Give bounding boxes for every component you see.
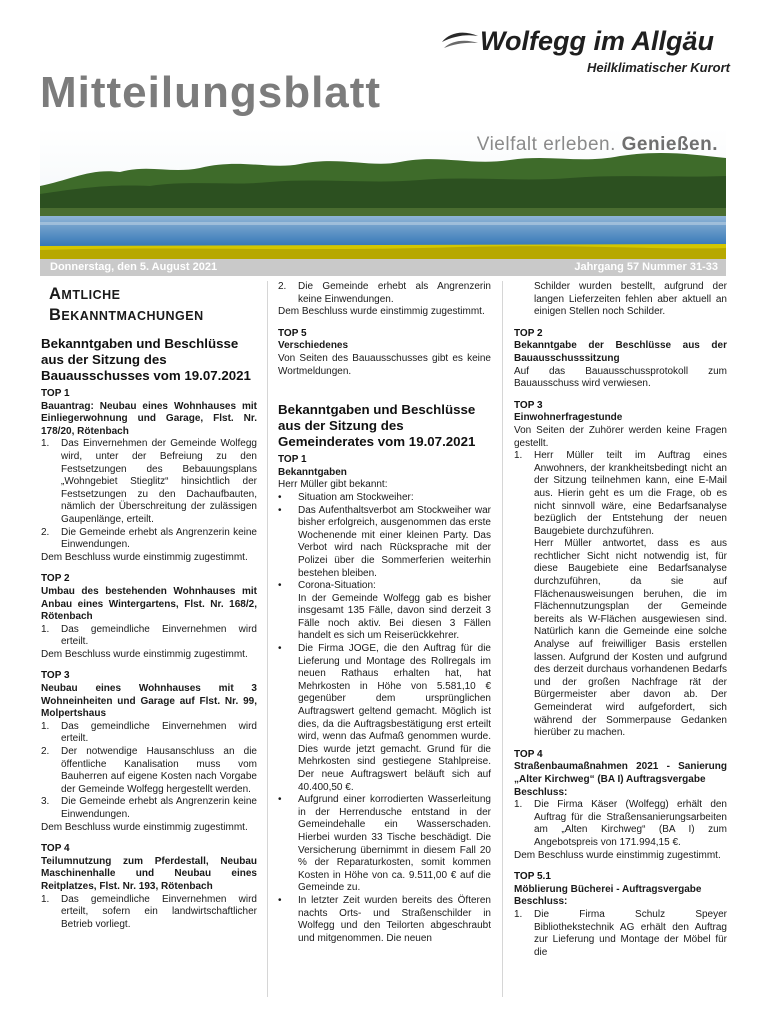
agenda-title: Möblierung Bücherei - Auftragsvergabe bbox=[514, 883, 702, 895]
list-item: 3. Die Gemeinde erhebt als Angrenzerin keine Einwendungen. bbox=[41, 796, 257, 820]
agenda-label: TOP 2 bbox=[514, 327, 543, 339]
numbered-list bbox=[41, 438, 257, 551]
list-item-text: Das gemeindliche Einvernehmen wird erteilt, sofern ein landwirtschaftlicher Betrieb vorliegt. bbox=[61, 893, 257, 930]
result-text: Dem Beschluss wurde einstimmig zugestimmt. bbox=[278, 306, 485, 318]
list-item-text: Der notwendige Hausanschluss an die öffentliche Kanalisation muss vom Bauherren auf eigene Kosten nach Vorgabe der Gemeinde Wolfegg hergestellt werden. bbox=[61, 746, 257, 795]
agenda-title: Einwohnerfragestunde bbox=[514, 412, 623, 424]
list-item-text: Situation am Stockweiher: bbox=[298, 491, 414, 503]
agenda-label: TOP 5 bbox=[278, 327, 307, 339]
list-item: 1. Das gemeindliche Einvernehmen wird erteilt. bbox=[41, 720, 257, 745]
issue-date: Donnerstag, den 5. August 2021 bbox=[50, 261, 218, 273]
result-text: Dem Beschluss wurde einstimmig zugestimmt. bbox=[41, 821, 248, 833]
agenda-label: TOP 3 bbox=[41, 670, 70, 682]
agenda-title: Bauantrag: Neubau eines Wohnhauses mit Einliegerwohnung und Garage, Flst. Nr. 178/20, Rötenbach bbox=[41, 400, 257, 437]
agenda-title: Straßenbaumaßnahmen 2021 - Sanierung „Alter Kirchweg“ (BA I) Auftragsvergabe bbox=[514, 761, 727, 785]
agenda-label: TOP 4 bbox=[41, 843, 70, 855]
list-item-text: Herr Müller teilt im Auftrag eines Anwohners, der krankheitsbedingt nicht an der Sitzung teilnehmen kann, eine E-Mail aus. Hierin geht es um die Frage, ob es nicht sinnvoll wäre, eine Bedarfsanalyse bezüglich der Entstehung der neuen Baugebiete durchzuführen. bbox=[534, 450, 727, 537]
list-item-text: Die Gemeinde erhebt als Angrenzerin keine Einwendungen. bbox=[61, 526, 257, 551]
list-item: 1. Das Einvernehmen der Gemeinde Wolfegg wird, unter der Befreiung zu den Festsetzungen des Bebauungsplans „Wohngebiet Stieglitz“ hinsichtlich der Festsetzungen zu den Dachaufbauten, nämlich der Überschreitung der zulässigen Gaupenlänge, erteilt. bbox=[41, 438, 257, 525]
section-title bbox=[49, 284, 257, 326]
column-3 bbox=[514, 281, 727, 959]
slogan-part-a: Vielfalt erleben. bbox=[476, 134, 616, 155]
beschluss-label: Beschluss: bbox=[514, 786, 568, 798]
numbered-list bbox=[41, 721, 257, 822]
column-divider bbox=[267, 281, 268, 997]
agenda-title: Bekanntgabe der Beschlüsse aus der Bauausschusssitzung bbox=[514, 340, 727, 364]
lake-banner-image bbox=[40, 128, 726, 259]
list-item: 1. Das gemeindliche Einvernehmen wird erteilt, sofern ein landwirtschaftlicher Betrieb vorliegt. bbox=[41, 893, 257, 930]
list-item-text: Das gemeindliche Einvernehmen wird erteilt. bbox=[61, 720, 257, 745]
article-heading: Bekanntgaben und Beschlüsse aus der Sitzung des Gemeinderates vom 19.07.2021 bbox=[278, 402, 476, 450]
list-item: • Das Aufenthaltsverbot am Stockweiher war bisher erfolgreich, ausgenommen das erste Wochenende mit einer kleinen Party. Das Verbot wird nach Rücksprache mit der Polizei über die Sommerferien weiterhin bestehen bleiben. bbox=[278, 504, 491, 579]
municipality-logo bbox=[440, 26, 740, 76]
agenda-label: TOP 1 bbox=[278, 454, 307, 466]
numbered-list bbox=[41, 894, 257, 932]
list-item-text: Die Firma JOGE, die den Auftrag für die Lieferung und Montage des Rollregals im neuen Rathaus erhalten hat, hat Mehrkosten in Höhe von 5.581,10 € gegenüber dem ursprünglichen Auftragswert geltend gemacht. Möglich ist dies, da die Auftragsbestätigung erst erteilt wird, wenn das Aufmaß genommen wurde. Dies wurde jetzt gemacht. Grund für die Mehrkosten sind gestiegene Stahlpreise. Der neue Auftragswert beläuft sich auf 40.400,50 €. bbox=[298, 643, 491, 793]
list-item: 1. Die Firma Käser (Wolfegg) erhält den Auftrag für die Straßensanierungsarbeiten am „Alten Kirchweg“ (BA I) zum Angebotspreis von 171.994,15 €. bbox=[514, 799, 727, 848]
slogan bbox=[477, 134, 718, 156]
body-text: Schilder wurden bestellt, aufgrund der langen Lieferzeiten fehlen aber aktuell an einigen Stellen noch Schilder. bbox=[534, 281, 727, 318]
body-text: Von Seiten des Bauausschusses gibt es keine Wortmeldungen. bbox=[278, 352, 491, 377]
agenda-label: TOP 5.1 bbox=[514, 871, 551, 883]
numbered-list bbox=[514, 799, 727, 849]
list-item: • Die Firma JOGE, die den Auftrag für die Lieferung und Montage des Rollregals im neuen Rathaus erhalten hat, hat Mehrkosten in Höhe von 5.581,10 € gegenüber dem ursprünglichen Auftragswert geltend gemacht. Möglich ist dies, da die Auftragsbestätigung erst erteilt wird, wenn das Aufmaß genommen wurde. Dies wurde jetzt gemacht. Grund für die Mehrkosten sind gestiegene Stahlpreise. Der neue Auftragswert beläuft sich auf 40.400,50 €. bbox=[278, 643, 491, 793]
column-2 bbox=[278, 281, 491, 945]
section-title-part: A bbox=[49, 285, 62, 303]
issue-info-bar bbox=[40, 259, 726, 276]
list-item: • Corona-Situation: In der Gemeinde Wolfegg gab es bisher insgesamt 135 Fälle, davon sind derzeit 3 Fälle noch aktiv. Bei diesen 3 Fällen handelt es sich um Reiserückkehrer. bbox=[278, 580, 491, 642]
result-text: Dem Beschluss wurde einstimmig zugestimmt. bbox=[41, 551, 248, 563]
body-text: Herr Müller gibt bekannt: bbox=[278, 479, 388, 491]
list-item-text: Die Firma Schulz Speyer Bibliothekstechnik AG erhält den Auftrag zur Lieferung und Montage der Möbel für die bbox=[534, 908, 727, 958]
list-item-text: Die Gemeinde erhebt als Angrenzerin keine Einwendungen. bbox=[298, 281, 491, 305]
agenda-label: TOP 1 bbox=[41, 388, 70, 399]
list-item-text: In letzter Zeit wurden bereits des Öfteren nachts Orts- und Straßenschilder in Wolfegg und den Teilorten abgeschraubt und mitgenommen. Die neuen bbox=[298, 894, 491, 944]
body-text: Von Seiten der Zuhörer werden keine Fragen gestellt. bbox=[514, 424, 727, 449]
numbered-list bbox=[278, 281, 491, 306]
column-divider bbox=[502, 281, 503, 997]
list-item-text: Das Einvernehmen der Gemeinde Wolfegg wird, unter der Befreiung zu den Festsetzungen des Bebauungsplans „Wohngebiet Stieglitz“ hinsichtlich der Festsetzungen zu den Dachaufbauten, nämlich der Überschreitung der zulässigen Gaupenlänge, erteilt. bbox=[61, 438, 257, 525]
list-item-text: Die Gemeinde erhebt als Angrenzerin keine Einwendungen. bbox=[61, 796, 257, 820]
list-item: • Aufgrund einer korrodierten Wasserleitung in der Herrendusche entstand in der Gemeindehalle ein Wasserschaden. Hierbei wurden 33 Tische beschädigt. Die Versicherung übernimmt in diesem Fall 20 % der Reparaturkosten, somit kommen Kosten in Höhe von ca. 9.511,00 € auf die Gemeinde zu. bbox=[278, 794, 491, 894]
list-item: 1. Die Firma Schulz Speyer Bibliothekstechnik AG erhält den Auftrag zur Lieferung und Montage der Möbel für die bbox=[514, 908, 727, 958]
issue-number: Jahrgang 57 Nummer 31-33 bbox=[574, 261, 718, 273]
bullet-list bbox=[278, 492, 491, 945]
list-item-text: Die Firma Käser (Wolfegg) erhält den Auftrag für die Straßensanierungsarbeiten am „Alten Kirchweg“ (BA I) zum Angebotspreis von 171.994,15 €. bbox=[534, 799, 727, 848]
list-item-text: Corona-Situation: bbox=[298, 580, 376, 592]
agenda-label: TOP 4 bbox=[514, 748, 543, 760]
agenda-title: Umbau des bestehenden Wohnhauses mit Anbau eines Wintergartens, Flst. Nr. 168/2, Rötenbach bbox=[41, 585, 257, 623]
slogan-part-b: Genießen. bbox=[621, 134, 718, 155]
list-item: 2. Die Gemeinde erhebt als Angrenzerin keine Einwendungen. bbox=[41, 526, 257, 551]
page-title: Mitteilungsblatt bbox=[40, 68, 382, 117]
section-title-part: EKANNTMACHUNGEN bbox=[61, 309, 204, 323]
list-item: 2. Die Gemeinde erhebt als Angrenzerin keine Einwendungen. bbox=[278, 281, 491, 305]
list-item: • In letzter Zeit wurden bereits des Öfteren nachts Orts- und Straßenschilder in Wolfegg und den Teilorten abgeschraubt und mitgenommen. Die neuen bbox=[278, 894, 491, 944]
list-item: 1. Herr Müller teilt im Auftrag eines Anwohners, der krankheitsbedingt nicht an der Sitzung teilnehmen kann, eine E-Mail aus. Hierin geht es um die Frage, ob es nicht sinnvoll wäre, eine Bedarfsanalyse bezüglich der Entstehung der neuen Baugebiete durchzuführen. bbox=[514, 450, 727, 537]
article-heading: Bekanntgaben und Beschlüsse aus der Sitzung des Bauausschusses vom 19.07.2021 bbox=[41, 336, 251, 383]
result-text: Dem Beschluss wurde einstimmig zugestimmt. bbox=[41, 648, 248, 660]
list-item-text: In der Gemeinde Wolfegg gab es bisher insgesamt 135 Fälle, davon sind derzeit 3 Fälle noch aktiv. Bei diesen 3 Fällen handelt es sich um Reiserückkehrer. bbox=[298, 592, 491, 642]
agenda-title: Bekanntgaben bbox=[278, 466, 347, 478]
beschluss-label: Beschluss: bbox=[514, 896, 568, 908]
section-title-part: MTLICHE bbox=[61, 288, 121, 302]
agenda-label: TOP 2 bbox=[41, 573, 70, 585]
body-text: Auf das Bauausschussprotokoll zum Bauausschuss wird verwiesen. bbox=[514, 365, 727, 390]
numbered-list bbox=[514, 909, 727, 959]
section-title-part: B bbox=[49, 306, 62, 324]
column-1 bbox=[41, 281, 257, 931]
list-item: 1. Das gemeindliche Einvernehmen wird erteilt. bbox=[41, 623, 257, 648]
agenda-title: Teilumnutzung zum Pferdestall, Neubau Maschinenhalle und Neubau eines Reitplatzes, Flst. Nr. 193, Rötenbach bbox=[41, 855, 257, 892]
list-item-text: Das gemeindliche Einvernehmen wird erteilt. bbox=[61, 623, 257, 648]
result-text: Dem Beschluss wurde einstimmig zugestimmt. bbox=[514, 849, 721, 861]
numbered-list bbox=[514, 450, 727, 538]
body-text: Herr Müller antwortet, dass es aus rechtlicher Sicht nicht notwendig ist, für diese Baugebiete eine Bedarfsanalyse durchzuführen, da sie auf Flächenausweisungen beruhen, die im Flächennutzungsplan der Gemeinde bereits als W-Flächen ausgewiesen sind. Natürlich kann die Gemeinde eine solche Analyse auf freiwilliger Basis erstellen lassen. Aufgrund der Kosten und aufgrund des derzeit durchaus vorhandenen Bedarfs und der großen Nachfrage rät der Bürgermeister aber davon ab. Der Gemeinderat wird aufgefordert, sich während der Sommerpause Gedanken hierüber zu machen. bbox=[534, 538, 727, 739]
list-item-text: Das Aufenthaltsverbot am Stockweiher war bisher erfolgreich, ausgenommen das erste Wochenende mit einer kleinen Party. Das Verbot wird nach Rücksprache mit der Polizei über die Sommerferien weiterhin bestehen bleiben. bbox=[298, 504, 491, 579]
swoosh-icon bbox=[440, 28, 480, 54]
agenda-title: Verschiedenes bbox=[278, 340, 349, 352]
list-item-text: Aufgrund einer korrodierten Wasserleitung in der Herrendusche entstand in der Gemeindehalle ein Wasserschaden. Hierbei wurden 33 Tische beschädigt. Die Versicherung übernimmt in diesem Fall 20 % der Reparaturkosten, somit kommen Kosten in Höhe von ca. 9.511,00 € auf die Gemeinde zu. bbox=[298, 794, 491, 894]
agenda-title: Neubau eines Wohnhauses mit 3 Wohneinheiten und Garage auf Flst. Nr. 99, Molpertshaus bbox=[41, 683, 257, 720]
numbered-list bbox=[41, 624, 257, 649]
logo-name: Wolfegg im Allgäu bbox=[480, 26, 714, 56]
list-item: 2. Der notwendige Hausanschluss an die öffentliche Kanalisation muss vom Bauherren auf eigene Kosten nach Vorgabe der Gemeinde Wolfegg hergestellt werden. bbox=[41, 746, 257, 795]
logo-subtitle: Heilklimatischer Kurort bbox=[586, 60, 730, 75]
agenda-label: TOP 3 bbox=[514, 399, 543, 411]
list-item: • Situation am Stockweiher: bbox=[278, 491, 414, 503]
